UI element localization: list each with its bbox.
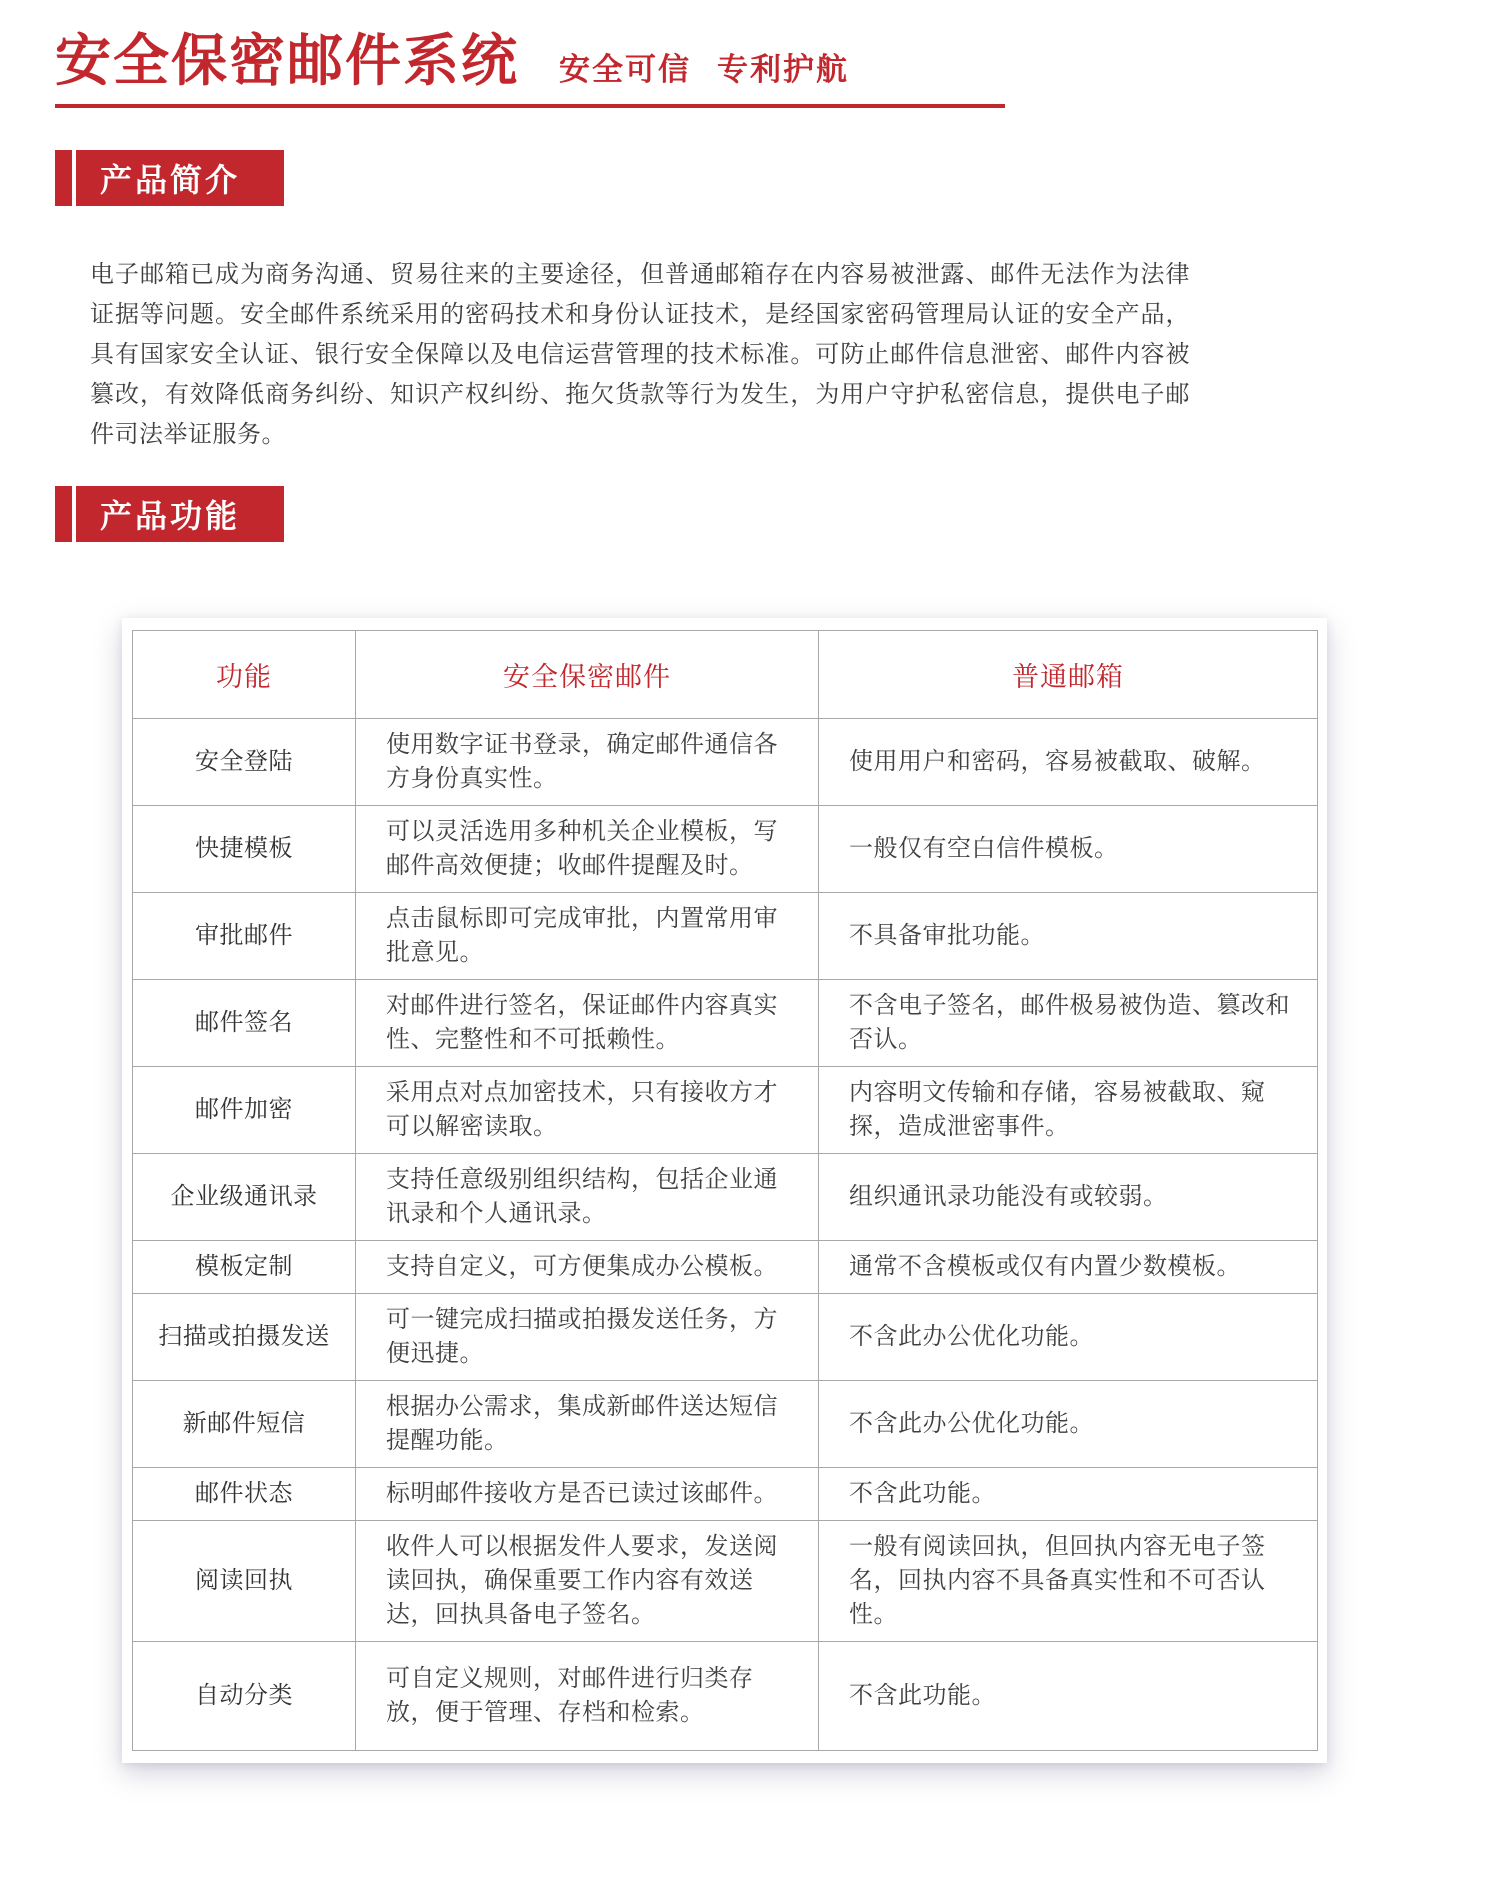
title-underline xyxy=(55,104,1005,108)
subtitle-part-2: 专利护航 xyxy=(717,52,849,87)
section-header-intro xyxy=(55,150,284,206)
table-row xyxy=(133,1154,1318,1241)
secure-mail-cell: 支持自定义，可方便集成办公模板。 xyxy=(356,1241,819,1294)
section-banner-features: 产品功能 xyxy=(76,486,284,542)
feature-name-cell: 企业级通讯录 xyxy=(133,1154,356,1241)
secure-mail-cell: 收件人可以根据发件人要求，发送阅读回执，确保重要工作内容有效送达，回执具备电子签名。 xyxy=(356,1521,819,1642)
secure-mail-cell: 可自定义规则，对邮件进行归类存放，便于管理、存档和检索。 xyxy=(356,1642,819,1751)
table-row xyxy=(133,1642,1318,1751)
table-row xyxy=(133,719,1318,806)
table-row xyxy=(133,1067,1318,1154)
table-row xyxy=(133,1521,1318,1642)
column-header-secure-mail: 安全保密邮件 xyxy=(356,631,819,719)
ordinary-mail-cell: 使用用户和密码，容易被截取、破解。 xyxy=(819,719,1318,806)
feature-name-cell: 自动分类 xyxy=(133,1642,356,1751)
section-banner-intro: 产品简介 xyxy=(76,150,284,206)
page-header xyxy=(55,30,849,92)
feature-name-cell: 邮件状态 xyxy=(133,1468,356,1521)
ordinary-mail-cell: 不含此办公优化功能。 xyxy=(819,1381,1318,1468)
table-row xyxy=(133,806,1318,893)
secure-mail-cell: 使用数字证书登录，确定邮件通信各方身份真实性。 xyxy=(356,719,819,806)
secure-mail-cell: 标明邮件接收方是否已读过该邮件。 xyxy=(356,1468,819,1521)
ordinary-mail-cell: 不具备审批功能。 xyxy=(819,893,1318,980)
section-accent-bar xyxy=(55,486,72,542)
ordinary-mail-cell: 不含此功能。 xyxy=(819,1642,1318,1751)
feature-name-cell: 安全登陆 xyxy=(133,719,356,806)
secure-mail-cell: 可以灵活选用多种机关企业模板，写邮件高效便捷；收邮件提醒及时。 xyxy=(356,806,819,893)
feature-name-cell: 审批邮件 xyxy=(133,893,356,980)
ordinary-mail-cell: 一般仅有空白信件模板。 xyxy=(819,806,1318,893)
column-header-feature: 功能 xyxy=(133,631,356,719)
secure-mail-cell: 根据办公需求，集成新邮件送达短信提醒功能。 xyxy=(356,1381,819,1468)
table-row xyxy=(133,893,1318,980)
ordinary-mail-cell: 不含此功能。 xyxy=(819,1468,1318,1521)
feature-table-head xyxy=(133,631,1318,719)
secure-mail-cell: 点击鼠标即可完成审批，内置常用审批意见。 xyxy=(356,893,819,980)
feature-table-body xyxy=(133,719,1318,1751)
feature-name-cell: 扫描或拍摄发送 xyxy=(133,1294,356,1381)
secure-mail-cell: 支持任意级别组织结构，包括企业通讯录和个人通讯录。 xyxy=(356,1154,819,1241)
feature-comparison-table xyxy=(132,630,1318,1751)
secure-mail-cell: 对邮件进行签名，保证邮件内容真实性、完整性和不可抵赖性。 xyxy=(356,980,819,1067)
section-accent-bar xyxy=(55,150,72,206)
feature-table-panel xyxy=(122,618,1327,1763)
feature-name-cell: 邮件加密 xyxy=(133,1067,356,1154)
table-row xyxy=(133,1294,1318,1381)
ordinary-mail-cell: 一般有阅读回执，但回执内容无电子签名，回执内容不具备真实性和不可否认性。 xyxy=(819,1521,1318,1642)
secure-mail-cell: 可一键完成扫描或拍摄发送任务，方便迅捷。 xyxy=(356,1294,819,1381)
table-row xyxy=(133,1241,1318,1294)
ordinary-mail-cell: 组织通讯录功能没有或较弱。 xyxy=(819,1154,1318,1241)
ordinary-mail-cell: 内容明文传输和存储，容易被截取、窥探，造成泄密事件。 xyxy=(819,1067,1318,1154)
table-row xyxy=(133,1468,1318,1521)
feature-name-cell: 阅读回执 xyxy=(133,1521,356,1642)
table-row xyxy=(133,1381,1318,1468)
ordinary-mail-cell: 不含此办公优化功能。 xyxy=(819,1294,1318,1381)
table-row xyxy=(133,980,1318,1067)
secure-mail-cell: 采用点对点加密技术，只有接收方才可以解密读取。 xyxy=(356,1067,819,1154)
table-header-row xyxy=(133,631,1318,719)
intro-paragraph: 电子邮箱已成为商务沟通、贸易往来的主要途径，但普通邮箱存在内容易被泄露、邮件无法作为法律证据等问题。安全邮件系统采用的密码技术和身份认证技术，是经国家密码管理局认证的安全产品，具有国家安全认证、银行安全保障以及电信运营管理的技术标准。可防止邮件信息泄密、邮件内容被篡改，有效降低商务纠纷、知识产权纠纷、拖欠货款等行为发生，为用户守护私密信息，提供电子邮件司法举证服务。 xyxy=(90,261,1190,448)
feature-name-cell: 模板定制 xyxy=(133,1241,356,1294)
ordinary-mail-cell: 不含电子签名，邮件极易被伪造、篡改和否认。 xyxy=(819,980,1318,1067)
feature-name-cell: 快捷模板 xyxy=(133,806,356,893)
section-header-features xyxy=(55,486,284,542)
feature-name-cell: 邮件签名 xyxy=(133,980,356,1067)
page-subtitle xyxy=(559,44,849,89)
column-header-ordinary-mail: 普通邮箱 xyxy=(819,631,1318,719)
feature-name-cell: 新邮件短信 xyxy=(133,1381,356,1468)
ordinary-mail-cell: 通常不含模板或仅有内置少数模板。 xyxy=(819,1241,1318,1294)
subtitle-part-1: 安全可信 xyxy=(559,52,691,87)
page-title: 安全保密邮件系统 xyxy=(55,29,519,92)
